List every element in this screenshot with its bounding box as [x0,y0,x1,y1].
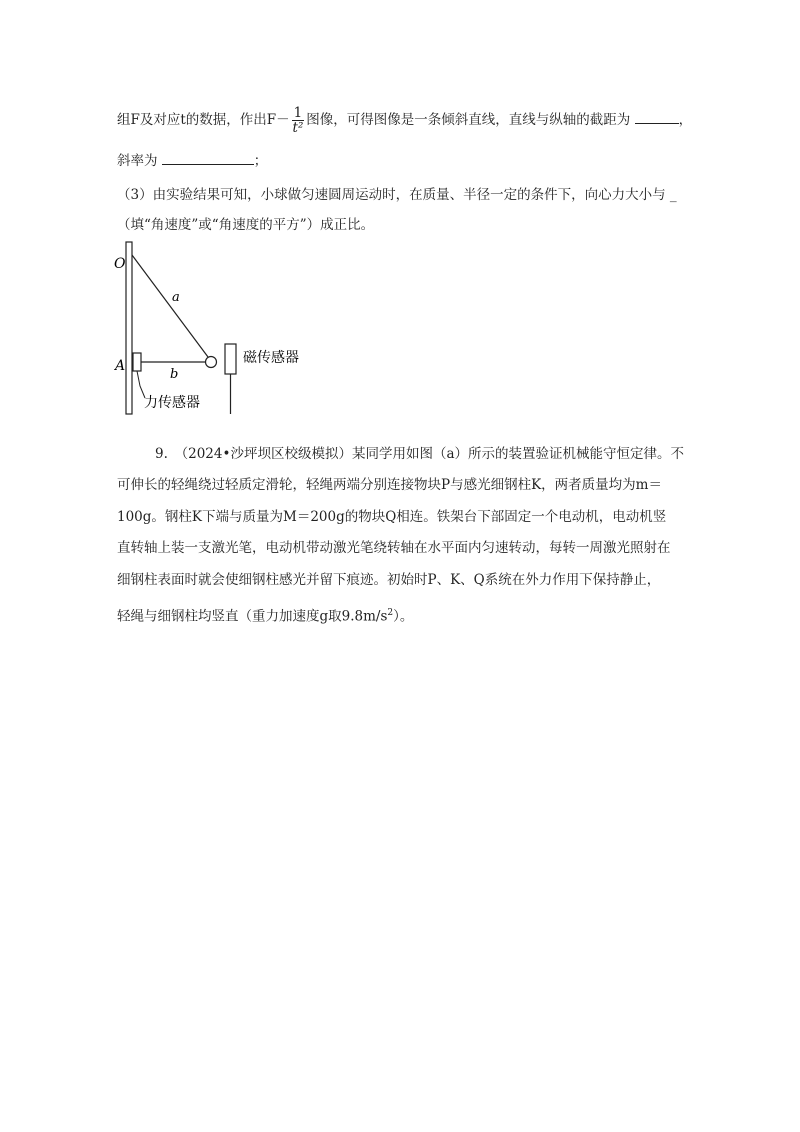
q9-line6-pre: 轻绳与细钢柱均竖直（重力加速度g取9.8m/s [117,608,388,625]
label-A: A [115,358,126,374]
rope-a [132,255,208,357]
label-o: O [114,256,126,272]
vertical-rod [126,242,132,414]
fraction-1-over-t-squared [292,106,305,135]
magnetic-sensor-label: 磁传感器 [243,350,299,366]
part3-line1: （3）由实验结果可知，小球做匀速圆周运动时，在质量、半径一定的条件下，向心力大小与 _ [117,187,677,203]
ball [206,357,217,368]
q9-line4: 直转轴上装一支激光笔，电动机带动激光笔绕转轴在水平面内匀速转动，每转一周激光照射在 [117,540,671,556]
q9-line6 [117,603,413,627]
force-sensor-leader [137,371,145,398]
magnetic-sensor [225,344,236,374]
slope-label: 斜率为 [117,153,158,169]
force-sensor-block [133,353,141,371]
q9-line5: 细钢柱表面时就会使细钢柱感光并留下痕迹。初始时P、K、Q系统在外力作用下保持静止， [117,572,661,588]
part2-line1-post: 图像，可得图像是一条倾斜直线，直线与纵轴的截距为 [306,112,631,128]
q9-line6-post: ）。 [393,608,414,625]
label-b: b [170,367,179,382]
force-sensor-label: 力传感器 [144,395,200,411]
q9-line1: 9. （2024•沙坪坝区校级模拟）某同学用如图（a）所示的装置验证机械能守恒定律。不 [155,446,684,462]
fraction-denominator: t² [292,120,304,136]
part2-line1-end: ， [678,112,693,128]
part2-line1 [117,106,692,135]
part2-line2 [117,151,267,171]
part2-line1-pre: 组F及对应t的数据，作出F－ [117,112,290,128]
part3-line2: （填“角速度”或“角速度的平方”）成正比。 [117,217,375,233]
apparatus-figure [100,238,330,418]
label-rope-a: a [172,290,180,305]
intercept-answer-blank[interactable] [635,111,679,124]
q9-line3: 100g。钢柱K下端与质量为M＝200g的物块Q相连。铁架台下部固定一个电动机，电动机竖 [117,509,667,525]
part2-line2-end: ； [253,153,268,169]
q9-line2: 可伸长的轻绳绕过轻质定滑轮，轻绳两端分别连接物块P与感光细钢柱K，两者质量均为m＝ [117,477,662,493]
fraction-numerator: 1 [293,105,303,121]
slope-answer-blank[interactable] [162,152,254,165]
q9-line6-superscript: 2 [387,608,394,618]
